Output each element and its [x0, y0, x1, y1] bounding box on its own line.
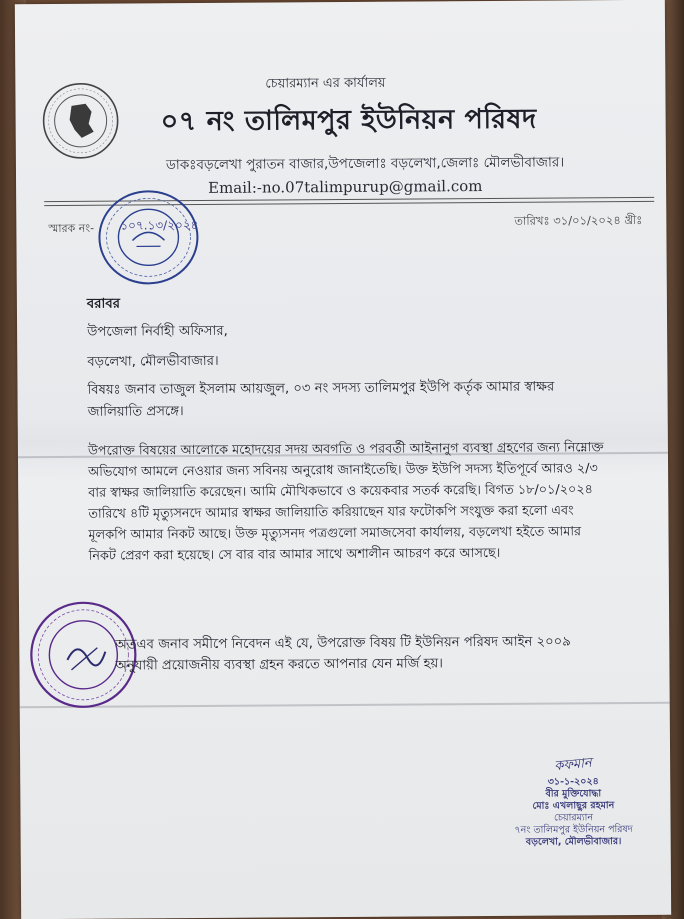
memo-number: ১০৭.১৩/২০২৪	[120, 218, 199, 233]
signature-title-line: বীর মুক্তিযোদ্ধা	[545, 788, 602, 800]
office-label: চেয়ারম্যান এর কার্যালয়	[265, 75, 386, 92]
email-line: Email:-no.07talimpurup@gmail.com	[208, 177, 483, 197]
signer-location: বড়লেখা, মৌলভীবাজার।	[525, 836, 622, 848]
signature-block	[498, 755, 649, 849]
letter-date: তারিখঃ ৩১/০১/২০২৪ খ্রীঃ	[514, 212, 643, 228]
signature-date: ৩১-১-২০২৪	[547, 776, 599, 788]
signer-union: ৭নং তালিমপুর ইউনিয়ন পরিষদ	[514, 823, 633, 836]
letter-paper	[15, 0, 671, 919]
bangladesh-govt-seal-icon	[41, 82, 120, 161]
recipient-line-1: উপজেলা নির্বাহী অফিসার,	[87, 323, 228, 340]
signature-scrawl: কফমান	[553, 755, 593, 775]
subject-line: বিষয়ঃ জনাব তাজুল ইসলাম আয়জুল, ০৩ নং সদস্য তালিমপুর ইউপি কর্তৃক আমার স্বাক্ষর জালিয়াতি প্রসঙ্গে।	[87, 379, 555, 420]
complaint-paragraph: উপরোক্ত বিষয়ের আলোকে মহোদয়ের সদয় অবগতি ও পরবর্তী আইনানুগ ব্যবস্থা গ্রহণের জন্য নিম্নোক্ত অভিযোগ আমলে নেওয়ার জন্য সবিনয় অনুরোধ জানাইতেছি। উক্ত ইউপি সদস্য ইতিপূর্বে আরও ২/৩ বার স্বাক্ষর জালিয়াতি করেছেন। আমি মৌখিকভাবে ও কয়েকবার সতর্ক করেছি। বিগত ১৮/০১/২০২৪ তারিখে ৪টি মৃত্যুসনদে আমার স্বাক্ষর জালিয়াতি করিয়াছেন যার ফটোকপি সংযুক্ত করা হলো এবং মূলকপি আমার নিকট আছে। উক্ত মৃত্যুসনদ পত্রগুলো সমাজসেবা কার্যালয়, বড়লেখা হইতে আমার নিকট প্রেরণ করা হয়েছে। সে বার বার আমার সাথে অশালীন আচরণ করে আসছে।	[87, 440, 604, 564]
recipient-line-2: বড়লেখা, মৌলভীবাজার।	[87, 353, 219, 370]
salutation-to: বরাবর	[86, 296, 120, 312]
signer-name: মোঃ এখলাছুর রহমান	[532, 800, 615, 812]
signer-designation: চেয়ারম্যান	[553, 812, 594, 824]
union-title: ০৭ নং তালিমপুর ইউনিয়ন পরিষদ	[160, 103, 537, 138]
address-line: ডাকঃবড়লেখা পুরাতন বাজার,উপজেলাঃ বড়লেখা,জেলাঃ মৌলভীবাজার।	[165, 154, 565, 174]
memo-label: স্মারক নং-	[48, 221, 95, 236]
union-parishad-round-stamp-icon	[96, 188, 201, 287]
request-paragraph: অতএব জনাব সমীপে নিবেদন এই যে, উপরোক্ত বিষয় টি ইউনিয়ন পরিষদ আইন ২০০৯ অনুযায়ী প্রয়োজনীয় ব্যবস্থা গ্রহন করতে আপনার যেন মর্জি হয়।	[115, 634, 571, 674]
